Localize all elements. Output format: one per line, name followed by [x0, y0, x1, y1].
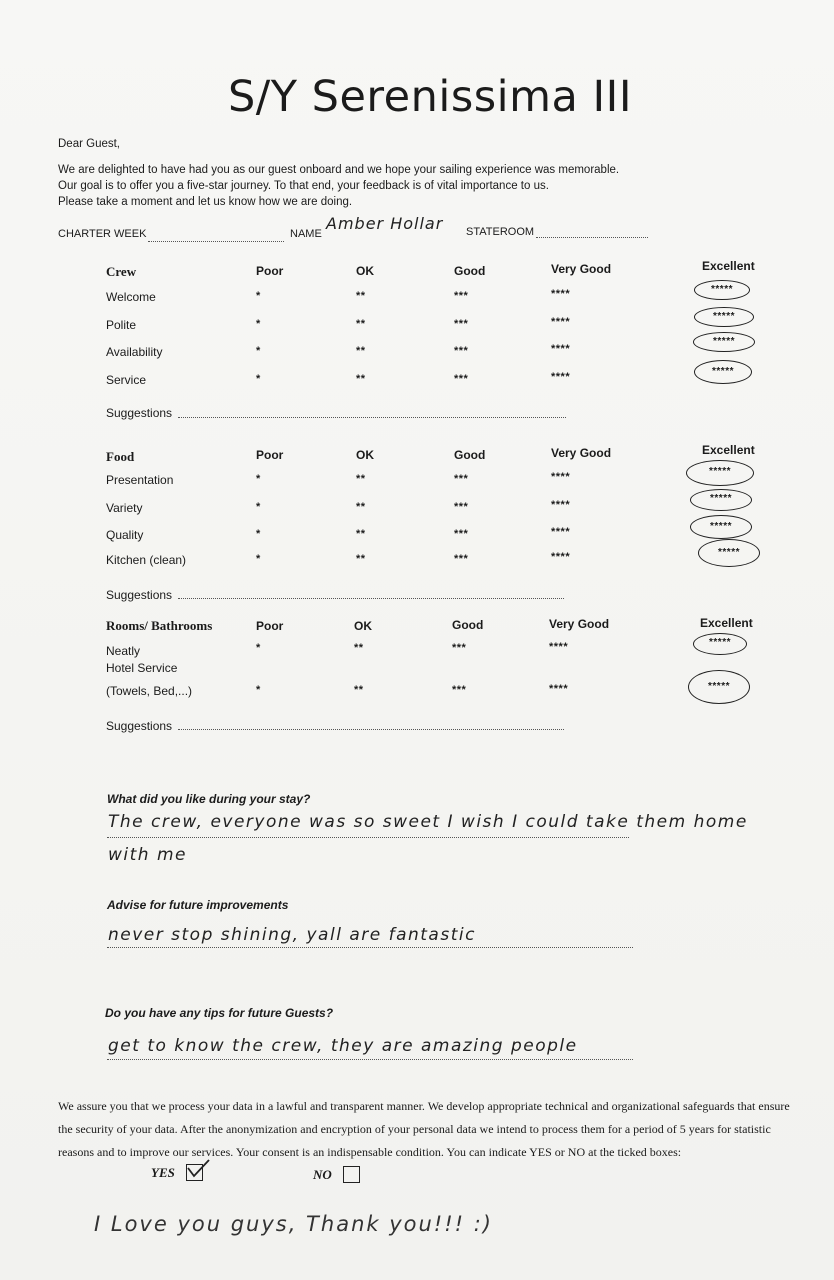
charter-week-label: CHARTER WEEK [58, 228, 147, 240]
greeting: Dear Guest, [58, 138, 120, 150]
rating-excellent: ***** [718, 547, 740, 558]
rating-excellent: ***** [713, 336, 735, 347]
rating-excellent-circled[interactable] [690, 515, 752, 539]
rating-good[interactable]: *** [454, 373, 469, 385]
question-liked: What did you like during your stay? [107, 792, 311, 806]
section-title-crew: Crew [106, 264, 137, 279]
rating-ok[interactable]: ** [356, 473, 366, 485]
rating-poor[interactable]: * [256, 528, 261, 540]
rating-very-good[interactable]: **** [551, 371, 571, 383]
food-header-excellent: Excellent [702, 443, 755, 457]
rating-poor[interactable]: * [256, 501, 261, 513]
rating-excellent: ***** [708, 681, 730, 692]
crew-suggestions-line[interactable] [178, 416, 566, 418]
rating-very-good[interactable]: **** [551, 526, 571, 538]
checkmark-icon [185, 1159, 211, 1179]
crew-header-good: Good [454, 264, 486, 278]
rating-ok[interactable]: ** [354, 642, 364, 654]
rating-ok[interactable]: ** [356, 290, 366, 302]
rating-excellent-circled[interactable] [694, 307, 754, 327]
rating-poor[interactable]: * [256, 684, 261, 696]
crew-item-service: Service [106, 373, 147, 387]
rooms-item-hotel-service: Hotel Service [106, 661, 178, 675]
consent-no-label: NO [313, 1167, 332, 1182]
name-value[interactable]: Amber Hollar [326, 214, 444, 233]
intro-line-2: Our goal is to offer you a five-star journey. To that end, your feedback is of vital importance to us. [58, 180, 549, 192]
food-item-presentation: Presentation [106, 473, 174, 487]
crew-header-ok: OK [356, 264, 374, 278]
food-suggestions-line[interactable] [178, 597, 564, 599]
rooms-suggestions-label: Suggestions [106, 719, 173, 733]
rating-excellent-circled[interactable] [698, 539, 760, 567]
rooms-item-neatly: Neatly [106, 644, 141, 658]
rating-ok[interactable]: ** [356, 373, 366, 385]
rating-excellent: ***** [711, 284, 733, 295]
rating-very-good[interactable]: **** [549, 683, 569, 695]
rating-good[interactable]: *** [454, 473, 469, 485]
rating-excellent: ***** [713, 311, 735, 322]
consent-yes-label: YES [151, 1165, 175, 1180]
rating-very-good[interactable]: **** [551, 343, 571, 355]
rating-poor[interactable]: * [256, 345, 261, 357]
consent-no-checkbox[interactable] [343, 1166, 360, 1183]
food-item-quality: Quality [106, 528, 144, 542]
rating-excellent: ***** [710, 493, 732, 504]
crew-header-excellent: Excellent [702, 259, 755, 273]
rooms-suggestions-line[interactable] [178, 728, 564, 730]
food-suggestions-label: Suggestions [106, 588, 173, 602]
food-header-ok: OK [356, 448, 374, 462]
rating-poor[interactable]: * [256, 553, 261, 565]
stateroom-label: STATEROOM [466, 226, 535, 238]
rating-poor[interactable]: * [256, 318, 261, 330]
answer-liked-line-1[interactable]: The crew, everyone was so sweet I wish I could take them home [108, 812, 748, 832]
crew-item-welcome: Welcome [106, 290, 156, 304]
rating-excellent-circled[interactable] [693, 332, 755, 352]
crew-suggestions-label: Suggestions [106, 406, 173, 420]
rating-ok[interactable]: ** [356, 345, 366, 357]
rating-excellent: ***** [709, 466, 731, 477]
rooms-header-very-good: Very Good [549, 617, 610, 631]
rating-poor[interactable]: * [256, 642, 261, 654]
rating-excellent: ***** [712, 366, 734, 377]
rating-very-good[interactable]: **** [551, 471, 571, 483]
consent-text: We assure you that we process your data in a lawful and transparent manner. We develop appropriate technical and organizational safeguards that ensure the security of your data. After the anonymization and encryption of your personal data we intend to process them for a period of 5 years for statistic reasons and to improve our services. Your consent is an indispensable condition. You can indicate YES or NO at the ticked boxes: [58, 1099, 790, 1159]
rooms-header-poor: Poor [256, 619, 284, 633]
intro-line-3: Please take a moment and let us know how we are doing. [58, 196, 353, 208]
answer-liked-underline [107, 836, 629, 838]
answer-improvements[interactable]: never stop shining, yall are fantastic [108, 925, 476, 945]
consent-yes-checkbox[interactable] [186, 1164, 203, 1181]
rating-excellent-circled[interactable] [694, 360, 752, 384]
rating-very-good[interactable]: **** [551, 316, 571, 328]
rating-excellent-circled[interactable] [694, 280, 750, 300]
rating-excellent-circled[interactable] [693, 633, 747, 655]
rating-good[interactable]: *** [454, 501, 469, 513]
answer-improvements-underline [107, 946, 633, 948]
intro-line-1: We are delighted to have had you as our guest onboard and we hope your sailing experience was memorable. [58, 164, 620, 176]
rating-poor[interactable]: * [256, 373, 261, 385]
crew-item-polite: Polite [106, 318, 137, 332]
rooms-header-excellent: Excellent [700, 616, 753, 630]
page-title: S/Y Serenissima III [227, 72, 633, 122]
rating-excellent-circled[interactable] [690, 489, 752, 511]
food-item-kitchen: Kitchen (clean) [106, 553, 187, 567]
answer-tips-underline [107, 1058, 633, 1060]
rating-excellent-circled[interactable] [688, 670, 750, 704]
rating-ok[interactable]: ** [356, 528, 366, 540]
rating-very-good[interactable]: **** [551, 499, 571, 511]
food-header-very-good: Very Good [551, 446, 612, 460]
rating-ok[interactable]: ** [356, 553, 366, 565]
rating-excellent: ***** [709, 637, 731, 648]
stateroom-line[interactable] [536, 236, 648, 238]
rating-good[interactable]: *** [454, 553, 469, 565]
rating-very-good[interactable]: **** [549, 641, 569, 653]
rating-poor[interactable]: * [256, 473, 261, 485]
question-improvements: Advise for future improvements [107, 898, 289, 912]
section-title-food: Food [106, 449, 135, 464]
rating-good[interactable]: *** [452, 684, 467, 696]
rating-good[interactable]: *** [454, 528, 469, 540]
rating-very-good[interactable]: **** [551, 551, 571, 563]
closing-note: I Love you guys, Thank you!!! :) [94, 1212, 493, 1236]
rating-excellent: ***** [710, 521, 732, 532]
food-item-variety: Variety [106, 501, 143, 515]
crew-header-poor: Poor [256, 264, 284, 278]
answer-tips[interactable]: get to know the crew, they are amazing people [108, 1036, 578, 1056]
rating-very-good[interactable]: **** [551, 288, 571, 300]
rating-poor[interactable]: * [256, 290, 261, 302]
rating-good[interactable]: *** [452, 642, 467, 654]
question-tips: Do you have any tips for future Guests? [105, 1006, 334, 1020]
crew-header-very-good: Very Good [551, 262, 612, 276]
rooms-header-good: Good [452, 618, 484, 632]
rooms-header-ok: OK [354, 619, 372, 633]
rating-ok[interactable]: ** [354, 684, 364, 696]
rating-excellent-circled[interactable] [686, 460, 754, 486]
food-header-good: Good [454, 448, 486, 462]
charter-week-line[interactable] [148, 240, 284, 242]
answer-liked-line-2[interactable]: with me [108, 845, 187, 865]
rating-ok[interactable]: ** [356, 318, 366, 330]
section-title-rooms: Rooms/ Bathrooms [106, 618, 213, 633]
rooms-item-hotel-service-detail: (Towels, Bed,...) [106, 684, 193, 698]
rating-good[interactable]: *** [454, 290, 469, 302]
crew-item-availability: Availability [106, 345, 163, 359]
rating-ok[interactable]: ** [356, 501, 366, 513]
food-header-poor: Poor [256, 448, 284, 462]
name-label: NAME [290, 228, 322, 240]
rating-good[interactable]: *** [454, 318, 469, 330]
rating-good[interactable]: *** [454, 345, 469, 357]
